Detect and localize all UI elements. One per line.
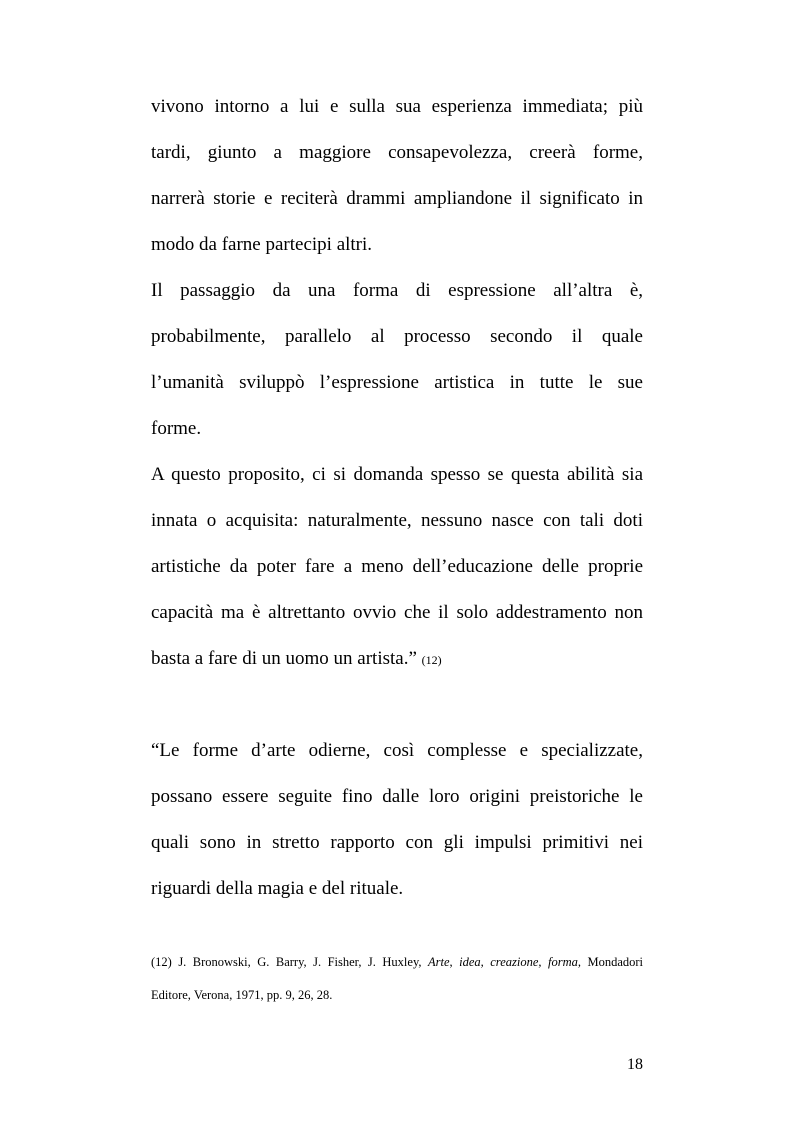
text-line: artistiche da poter fare a meno dell’educazione delle proprie (151, 556, 643, 577)
text-line (151, 636, 643, 682)
text-line: possano essere seguite fino dalle loro origini preistoriche le (151, 786, 643, 807)
paragraph-1 (151, 84, 643, 268)
footnote-authors: J. Bronowski, G. Barry, J. Fisher, J. Huxley, (178, 955, 422, 969)
footnote-title-part1: Arte (428, 955, 450, 969)
text-line: modo da farne partecipi altri. (151, 234, 373, 255)
footnote-line-2: Editore, Verona, 1971, pp. 9, 26, 28. (151, 988, 333, 1002)
reference-marker: (12) (421, 653, 442, 667)
text-line: riguardi della magia e del rituale. (151, 878, 404, 899)
text-line: narrerà storie e reciterà drammi ampliandone il significato in (151, 188, 643, 209)
footnote (151, 946, 643, 1012)
footnote-publisher: Mondadori (587, 955, 643, 969)
footnote-title (428, 955, 450, 969)
text-line: quali sono in stretto rapporto con gli impulsi primitivi nei (151, 832, 643, 853)
text-line: probabilmente, parallelo al processo secondo il quale (151, 326, 643, 347)
text-line-content: basta a fare di un uomo un artista.” (151, 648, 417, 669)
footnote-title-separator: , (449, 955, 453, 969)
footnote-number: (12) (151, 955, 172, 969)
page-number: 18 (627, 1056, 643, 1073)
text-line: Il passaggio da una forma di espressione all’altra è, (151, 280, 643, 301)
text-line: vivono intorno a lui e sulla sua esperienza immediata; più (151, 96, 643, 117)
text-line: capacità ma è altrettanto ovvio che il solo addestramento non (151, 602, 643, 623)
text-line: tardi, giunto a maggiore consapevolezza, creerà forme, (151, 142, 643, 163)
text-line: forme. (151, 418, 202, 439)
text-line: “Le forme d’arte odierne, così complesse e specializzate, (151, 740, 643, 761)
paragraph-4 (151, 728, 643, 912)
text-line: innata o acquisita: naturalmente, nessuno nasce con tali doti (151, 510, 643, 531)
footnote-line-1 (151, 946, 643, 979)
paragraph-3 (151, 452, 643, 682)
text-line: l’umanità sviluppò l’espressione artistica in tutte le sue (151, 372, 643, 393)
footnote-title-subtitle: idea, creazione, forma, (459, 955, 581, 969)
paragraph-2 (151, 268, 643, 452)
text-line: A questo proposito, ci si domanda spesso se questa abilità sia (151, 464, 643, 485)
